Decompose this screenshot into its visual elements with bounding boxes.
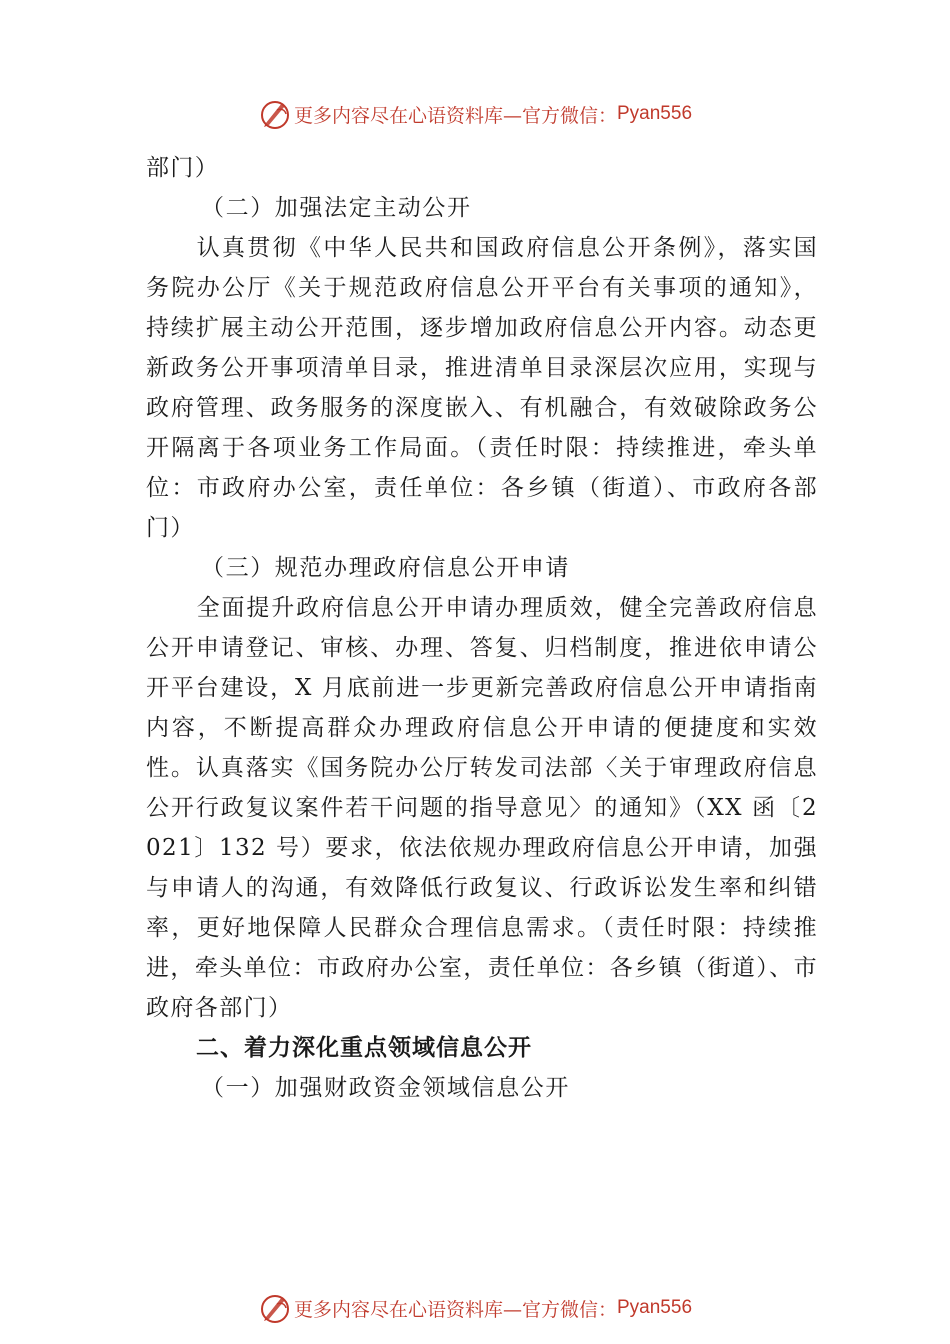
document-body xyxy=(146,148,818,1108)
watermark-text: 更多内容尽在心语资料库—官方微信： xyxy=(293,104,617,127)
sub-heading-2: （二）加强法定主动公开 xyxy=(201,195,472,221)
watermark-account: Pyan556 xyxy=(617,103,693,124)
sub-heading-2-1: （一）加强财政资金领域信息公开 xyxy=(201,1075,570,1101)
watermark-footer xyxy=(0,1288,950,1328)
paragraph-active-disclosure: 认真贯彻《中华人民共和国政府信息公开条例》，落实国务院办公厅《关于规范政府信息公开平台有关事项的通知》， 持续扩展主动公开范围，逐步增加政府信息公开内容。动态更新政务公开事项清单目录，推进清单目录深层次应用，实现与政府管理、政务服务的深度嵌入、有机融合，有效破除政务公开隔离于各项业务工作局面。（责任时限：持续推进，牵头单位：市政府办公室，责任单位：各乡镇（街道）、市政府各部门） xyxy=(146,235,818,541)
paragraph-continuation: 部门） xyxy=(146,155,220,181)
watermark-text: 更多内容尽在心语资料库—官方微信： xyxy=(293,1298,617,1321)
watermark-header xyxy=(0,94,950,134)
paragraph-application-handling: 全面提升政府信息公开申请办理质效，健全完善政府信息公开申请登记、审核、办理、答复、归档制度，推进依申请公开平台建设，X 月底前进一步更新完善政府信息公开申请指南内容，不断提高群众办理政府信息公开申请的便捷度和实效性。认真落实《国务院办公厅转发司法部〈关于审理政府信息公开行政复议案件若干问题的指导意见〉的通知》（XX 函〔2021〕132 号）要求，依法依规办理政府信息公开申请，加强与申请人的沟通，有效降低行政复议、行政诉讼发生率和纠错率，更好地保障人民群众合理信息需求。（责任时限：持续推进，牵头单位：市政府办公室，责任单位：各乡镇（街道）、市政府各部门） xyxy=(146,595,818,1021)
quill-logo-icon xyxy=(258,97,292,131)
quill-logo-icon xyxy=(258,1291,292,1325)
section-heading-2: 二、着力深化重点领域信息公开 xyxy=(196,1035,532,1061)
watermark-account: Pyan556 xyxy=(617,1297,693,1318)
sub-heading-3: （三）规范办理政府信息公开申请 xyxy=(201,555,570,581)
